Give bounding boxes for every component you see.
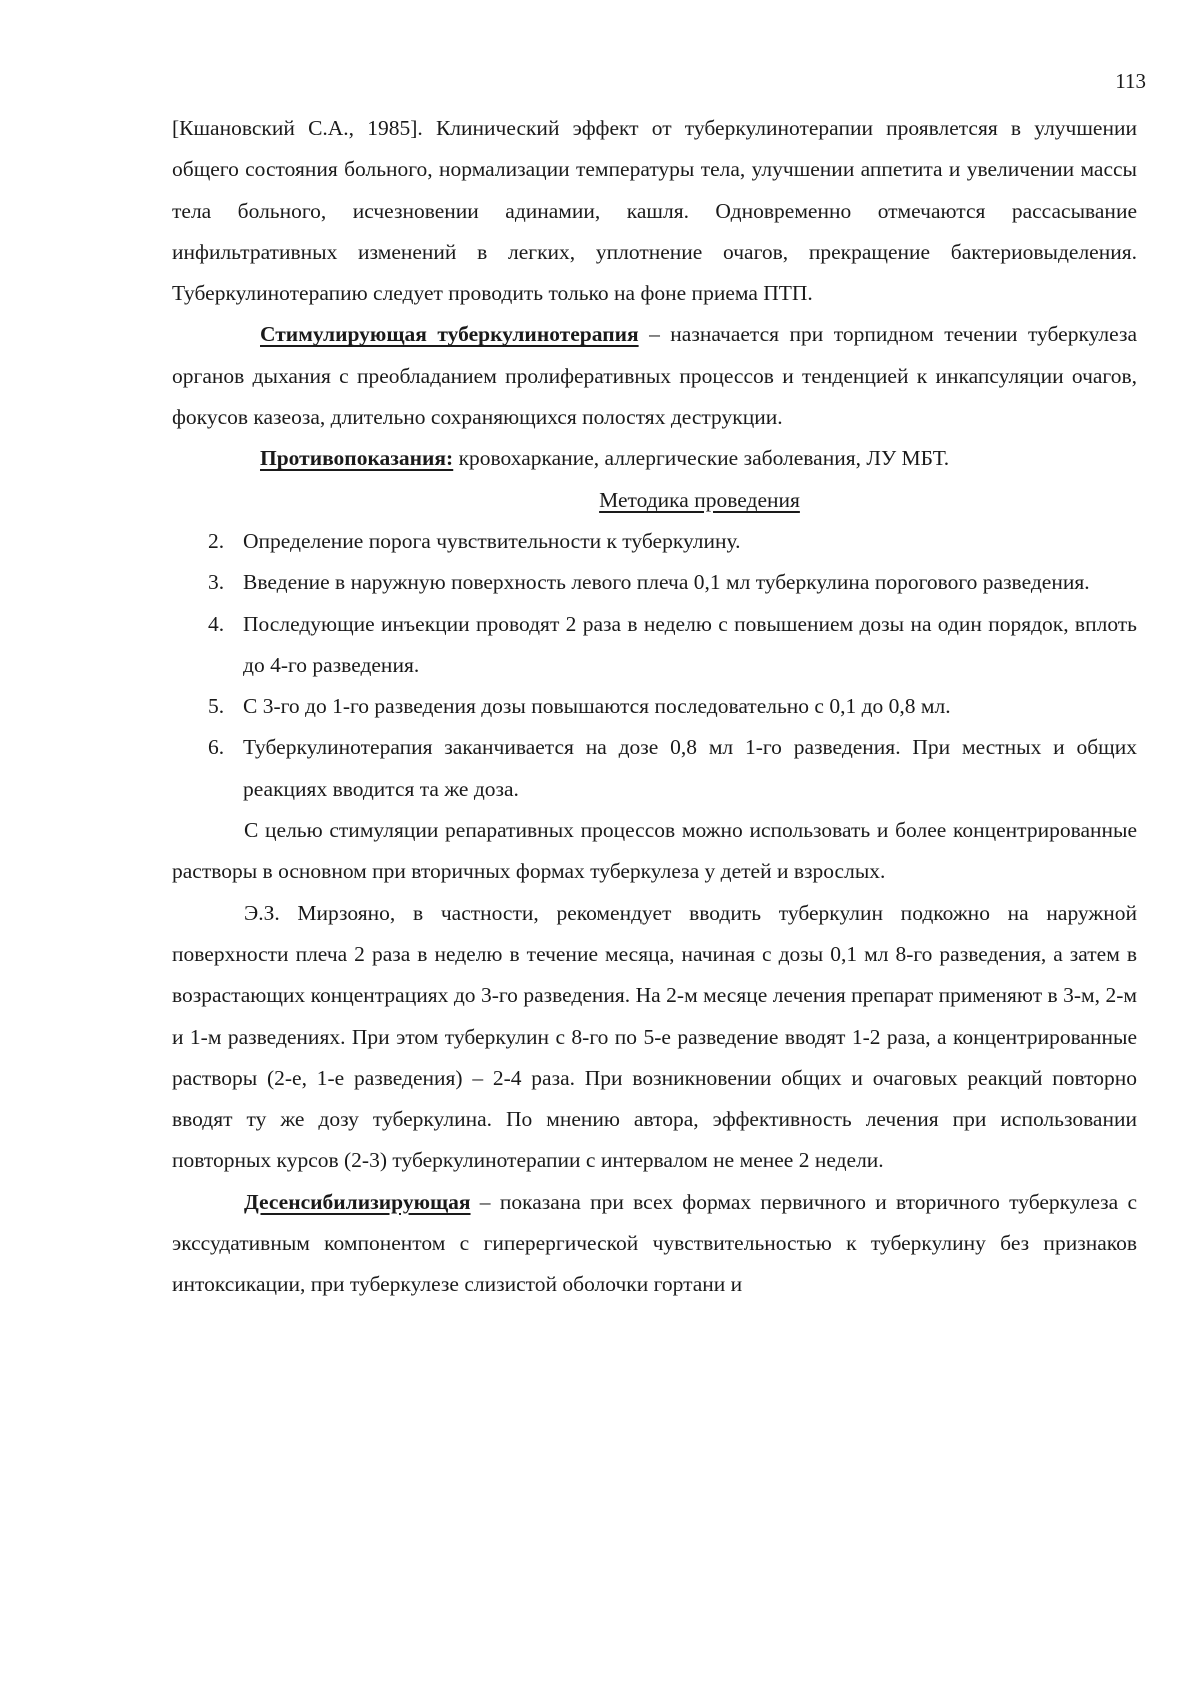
list-item	[172, 727, 1137, 810]
paragraph-desensitizing-therapy	[172, 1182, 1137, 1306]
step-text: Введение в наружную поверхность левого плеча 0,1 мл туберкулина порогового разведения.	[243, 570, 1090, 595]
step-text: Туберкулинотерапия заканчивается на дозе 0,8 мл 1-го разведения. При местных и общих реакциях вводится та же доза.	[243, 735, 1137, 801]
term-contraindications: Противопоказания:	[260, 446, 454, 471]
list-item	[172, 562, 1137, 603]
step-number: 4.	[208, 611, 225, 636]
term-stimulating-therapy: Стимулирующая туберкулинотерапия	[260, 322, 639, 347]
stimulating-therapy-text: – назначается при торпидном течении туберкулеза органов дыхания с преобладанием пролиферативных процессов и тенденцией к инкапсуляции очагов, фокусов казеоза, длительно сохраняющихся полостях деструкции.	[172, 322, 1137, 430]
step-number: 5.	[208, 694, 225, 719]
term-desensitizing-therapy: Десенсибилизирующая	[244, 1189, 471, 1214]
step-text: С 3-го до 1-го разведения дозы повышаются последовательно с 0,1 до 0,8 мл.	[243, 694, 951, 719]
method-steps-list	[172, 521, 1137, 810]
paragraph-contraindications	[172, 438, 1137, 479]
paragraph-kshanovsky-effect: [Кшановский С.А., 1985]. Клинический эффект от туберкулинотерапии проявлетсяя в улучшении общего состояния больного, нормализации температуры тела, улучшении аппетита и увеличении массы тела больного, исчезновении адинамии, кашля. Одновременно отмечаются рассасывание инфильтративных изменений в легких, уплотнение очагов, прекращение бактериовыделения. Туберкулинотерапию следует проводить только на фоне приема ПТП.	[172, 116, 1137, 306]
list-item	[172, 521, 1137, 562]
paragraph-mirzoyan-method: Э.З. Мирзояно, в частности, рекомендует вводить туберкулин подкожно на наружной поверхности плеча 2 раза в неделю в течение месяца, начиная с дозы 0,1 мл 8-го разведения, а затем в возрастающих концентрациях до 3-го разведения. На 2-м месяце лечения препарат применяют в 3-м, 2-м и 1-м разведениях. При этом туберкулин с 8-го по 5-е разведение вводят 1-2 раза, а концентрированные растворы (2-е, 1-е разведения) – 2-4 раза. При возникновении общих и очаговых реакций повторно вводят ту же дозу туберкулина. По мнению автора, эффективность лечения при использовании повторных курсов (2-3) туберкулинотерапии с интервалом не менее 2 недели.	[172, 900, 1137, 1173]
page-number: 113	[1115, 69, 1146, 93]
step-text: Последующие инъекции проводят 2 раза в неделю с повышением дозы на один порядок, вплоть до 4-го разведения.	[243, 611, 1137, 677]
step-number: 3.	[208, 570, 225, 595]
paragraph-stimulating-therapy	[172, 314, 1137, 438]
method-heading: Методика проведения	[599, 487, 800, 512]
step-number: 2.	[208, 528, 225, 553]
list-item	[172, 686, 1137, 727]
list-item	[172, 604, 1137, 687]
step-number: 6.	[208, 735, 225, 760]
contraindications-text: кровохаркание, аллергические заболевания, ЛУ МБТ.	[453, 446, 950, 471]
step-text: Определение порога чувствительности к туберкулину.	[243, 528, 741, 553]
paragraph-concentrated-solutions: С целью стимуляции репаративных процессов можно использовать и более концентрированные растворы в основном при вторичных формах туберкулеза у детей и взрослых.	[172, 818, 1137, 884]
desensitizing-therapy-text: – показана при всех формах первичного и вторичного туберкулеза с экссудативным компонентом с гиперергической чувствительностью к туберкулину без признаков интоксикации, при туберкулезе слизистой оболочки гортани и	[172, 1189, 1137, 1297]
body-text	[172, 108, 1137, 1306]
